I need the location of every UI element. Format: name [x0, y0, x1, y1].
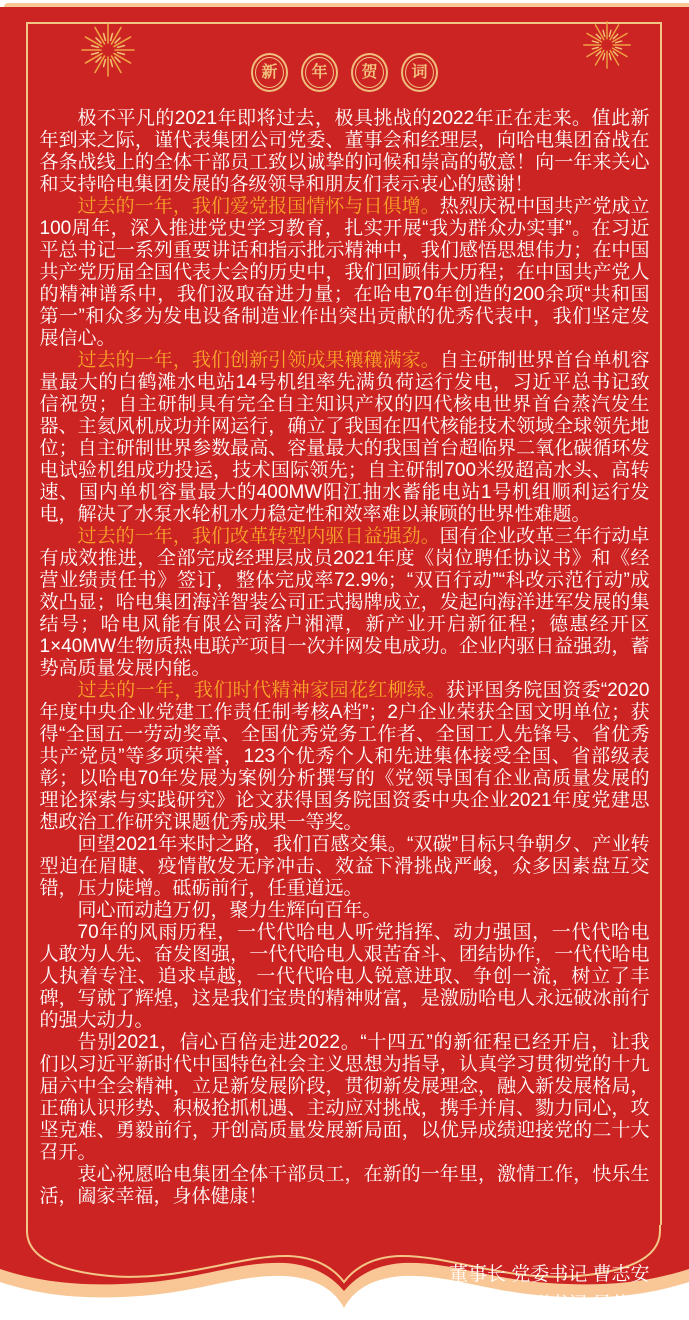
title-badge-row: [0, 7, 689, 92]
paragraph-text: 70年的风雨历程，一代代哈电人听党指挥、动力强国，一代代哈电人敢为人先、奋发图强，一代代哈电人艰苦奋斗、团结协作，一代代哈电人执着专注、追求卓越，一代代哈电人锐意进取、争创一流，树立了丰碑，写就了辉煌，这是我们宝贵的精神财富，是激励哈电人永远破冰前行的强大动力。: [39, 922, 650, 1031]
greeting-card: [0, 7, 689, 1315]
paragraph-lead-highlight: 过去的一年，我们改革转型内驱日益强劲。: [77, 526, 440, 547]
paragraph: [40, 350, 650, 526]
paragraph-text: 自主研制世界首台单机容量最大的白鹤滩水电站14号机组率先满负荷运行发电，习近平总书记致信祝贺；自主研制具有完全自主知识产权的四代核电世界首台蒸汽发生器、主氦风机成功并网运行，确立了我国在四代核能技术领域全球领先地位；自主研制世界参数最高、容量最大的我国首台超临界二氧化碳循环发电试验机组成功投运，技术国际领先；自主研制700米级超高水头、高转速、国内单机容量最大的400MW阳江抽水蓄能电站1号机组顺利运行发电，解决了水泵水轮机水力稳定性和效率难以兼顾的世界性难题。: [39, 350, 650, 525]
paragraph-lead-highlight: 过去的一年，我们爱党报国情怀与日俱增。: [77, 196, 440, 217]
paragraph-text: 极不平凡的2021年即将过去，极具挑战的2022年正在走来。值此新年到来之际，谨代表集团公司党委、董事会和经理层，向哈电集团奋战在各条战线上的全体干部员工致以诚挚的问候和崇高的敬意！向一年来关心和支持哈电集团发展的各级领导和朋友们表示衷心的感谢！: [39, 108, 650, 195]
paragraph: [40, 900, 650, 922]
title-badge-char: 词: [411, 63, 428, 81]
signature-line: 总经理 党委副书记 吴伟章: [429, 1294, 650, 1315]
paragraph-lead-highlight: 过去的一年，我们时代精神家园花红柳绿。: [77, 680, 446, 701]
paragraph: [40, 922, 650, 1032]
title-badge: [351, 53, 388, 92]
signature-line: 董事长 党委书记 曹志安: [448, 1264, 650, 1285]
paragraph-text: 同心而动趋万仞，聚力生辉向百年。: [77, 900, 382, 921]
paragraph: [40, 526, 650, 680]
paragraph-text: 衷心祝愿哈电集团全体干部员工，在新的一年里，激情工作，快乐生活，阖家幸福，身体健康！: [39, 1164, 650, 1207]
title-badge-char: 年: [311, 63, 328, 81]
paragraph-text: 告别2021，信心百倍走进2022。“十四五”的新征程已经开启，让我们以习近平新时代中国特色社会主义思想为指导，认真学习贯彻党的十九届六中全会精神，立足新发展阶段，贯彻新发展理念，融入新发展格局，正确认识形势、积极抢抓机遇、主动应对挑战，携手并肩、勠力同心，攻坚克难、勇毅前行，开创高质量发展新局面，以优异成绩迎接党的二十大召开。: [39, 1032, 650, 1163]
greeting-body: [40, 108, 650, 1208]
title-badge: [251, 53, 288, 92]
new-year-greeting-page: [0, 3, 689, 1315]
paragraph-text: 回望2021年来时之路，我们百感交集。“双碳”目标只争朝夕、产业转型迫在眉睫、疫情散发无序冲击、效益下滑挑战严峻，众多因素盘互交错，压力陡增。砥砺前行，任重道远。: [39, 834, 650, 899]
paragraph: [40, 196, 650, 350]
title-badge: [401, 53, 438, 92]
paragraph: [40, 108, 650, 196]
paragraph-text: 获评国务院国资委“2020年度中央企业党建工作责任制考核A档”；2户企业荣获全国文明单位；获得“全国五一劳动奖章、全国优秀党务工作者、全国工人先锋号、省优秀共产党员”等多项荣誉，123个优秀个人和先进集体接受全国、省部级表彰；以哈电70年发展为案例分析撰写的《党领导国有企业高质量发展的理论探索与实践研究》论文获得国务院国资委中央企业2021年度党建思想政治工作研究课题优秀成果一等奖。: [39, 680, 650, 833]
paragraph-text: 热烈庆祝中国共产党成立100周年，深入推进党史学习教育，扎实开展“我为群众办实事”。在习近平总书记一系列重要讲话和指示批示精神中，我们感悟思想伟力；在中国共产党历届全国代表大会的历史中，我们回顾伟大历程；在中国共产党人的精神谱系中，我们汲取奋进力量；在哈电70年创造的200余项“共和国第一”和众多为发电设备制造业作出突出贡献的优秀代表中，我们坚定发展信心。: [39, 196, 650, 349]
paragraph-text: 国有企业改革三年行动卓有成效推进，全部完成经理层成员2021年度《岗位聘任协议书》和《经营业绩责任书》签订，整体完成率72.9%；“双百行动”“科改示范行动”成效凸显；哈电集团海洋智装公司正式揭牌成立，发起向海洋进军发展的集结号；哈电风能有限公司落户湘潭，新产业开启新征程；德惠经开区1×40MW生物质热电联产项目一次并网发电成功。企业内驱日益强劲，蓄势高质量发展内能。: [39, 526, 650, 679]
paragraph: [40, 1032, 650, 1164]
signature-block: [40, 1260, 650, 1320]
paragraph: [40, 680, 650, 834]
title-badge: [301, 53, 338, 92]
paragraph-lead-highlight: 过去的一年，我们创新引领成果穰穰满家。: [77, 350, 440, 371]
paragraph: [40, 834, 650, 900]
paragraph: [40, 1164, 650, 1208]
title-badge-char: 新: [261, 63, 278, 81]
title-badge-char: 贺: [361, 63, 378, 81]
